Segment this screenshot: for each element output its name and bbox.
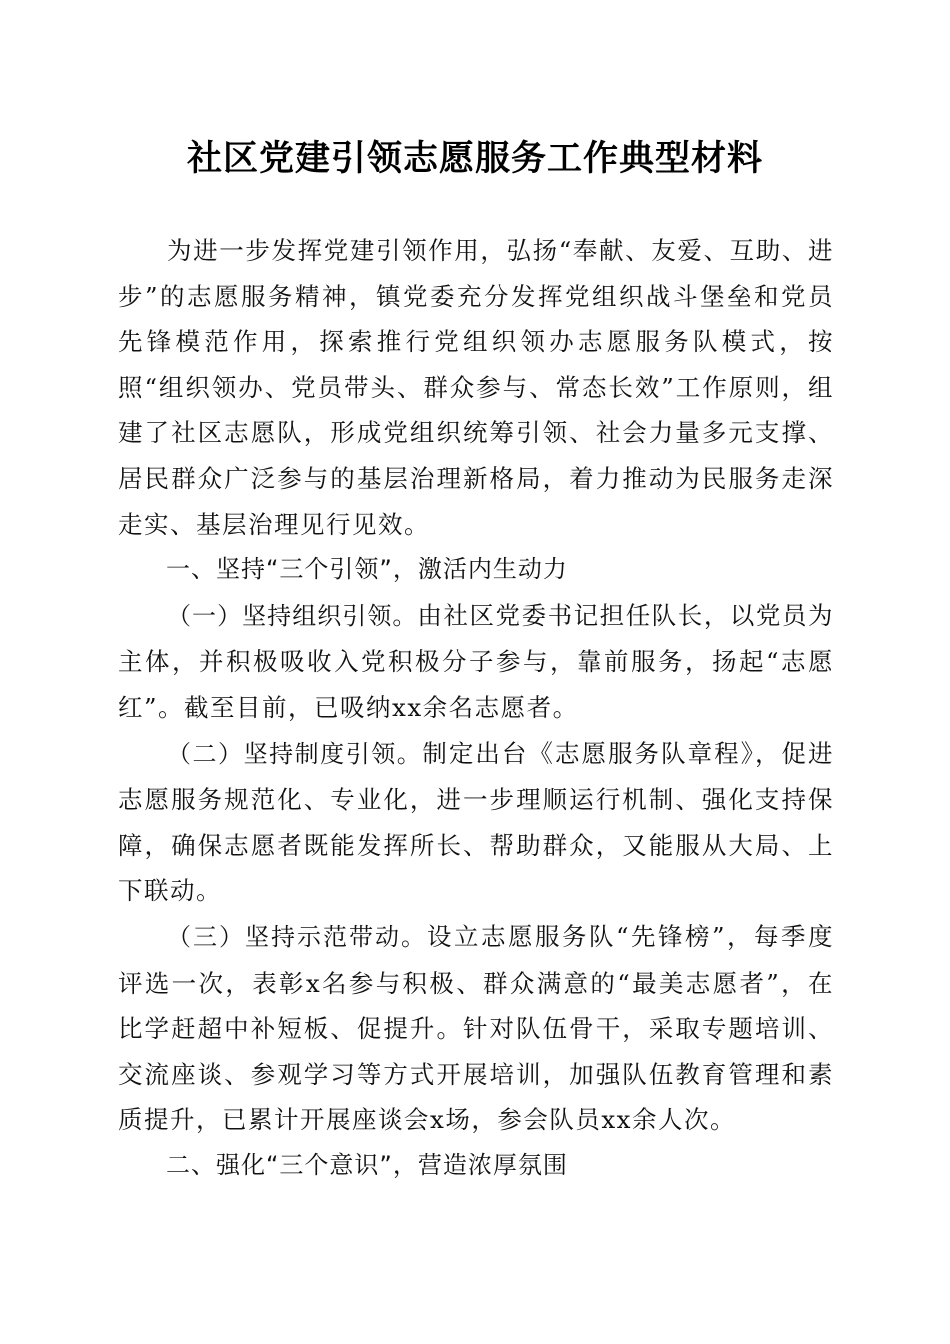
item-lead: （三）坚持示范带动。 <box>167 922 427 951</box>
section1-item-2 <box>118 731 834 914</box>
section1-item-3 <box>118 914 834 1143</box>
item-text: 设立志愿服务队“先锋榜”，每季度评选一次，表彰x名参与积极、群众满意的“最美志愿者”，在比学赶超中补短板、促提升。针对队伍骨干，采取专题培训、交流座谈、参观学习等方式开展培训，加强队伍教育管理和素质提升，已累计开展座谈会x场，参会队员xx余人次。 <box>118 921 834 1135</box>
document-title: 社区党建引领志愿服务工作典型材料 <box>186 138 763 179</box>
intro-paragraph: 为进一步发挥党建引领作用，弘扬“奉献、友爱、互助、进步”的志愿服务精神，镇党委充分发挥党组织战斗堡垒和党员先锋模范作用，探索推行党组织领办志愿服务队模式，按照“组织领办、党员带头、群众参与、常态长效”工作原则，组建了社区志愿队，形成党组织统筹引领、社会力量多元支撑、居民群众广泛参与的基层治理新格局，着力推动为民服务走深走实、基层治理见行见效。 <box>118 236 834 539</box>
item-text: 由社区党委书记担任队长，以党员为主体，并积极吸收入党积极分子参与，靠前服务，扬起“志愿红”。截至目前，已吸纳xx余名志愿者。 <box>118 600 835 722</box>
item-lead: （二）坚持制度引领。 <box>167 739 423 768</box>
item-text: 制定出台《志愿服务队章程》，促进志愿服务规范化、专业化，进一步理顺运行机制、强化支持保障，确保志愿者既能发挥所长、帮助群众，又能服从大局、上下联动。 <box>118 738 835 906</box>
section-heading-2: 二、强化“三个意识”，营造浓厚氛围 <box>166 1150 568 1179</box>
document-body <box>118 228 834 1188</box>
section1-item-1 <box>118 593 834 731</box>
item-lead: （一）坚持组织引领。 <box>167 601 418 630</box>
section-heading-1: 一、坚持“三个引领”，激活内生动力 <box>166 555 568 584</box>
